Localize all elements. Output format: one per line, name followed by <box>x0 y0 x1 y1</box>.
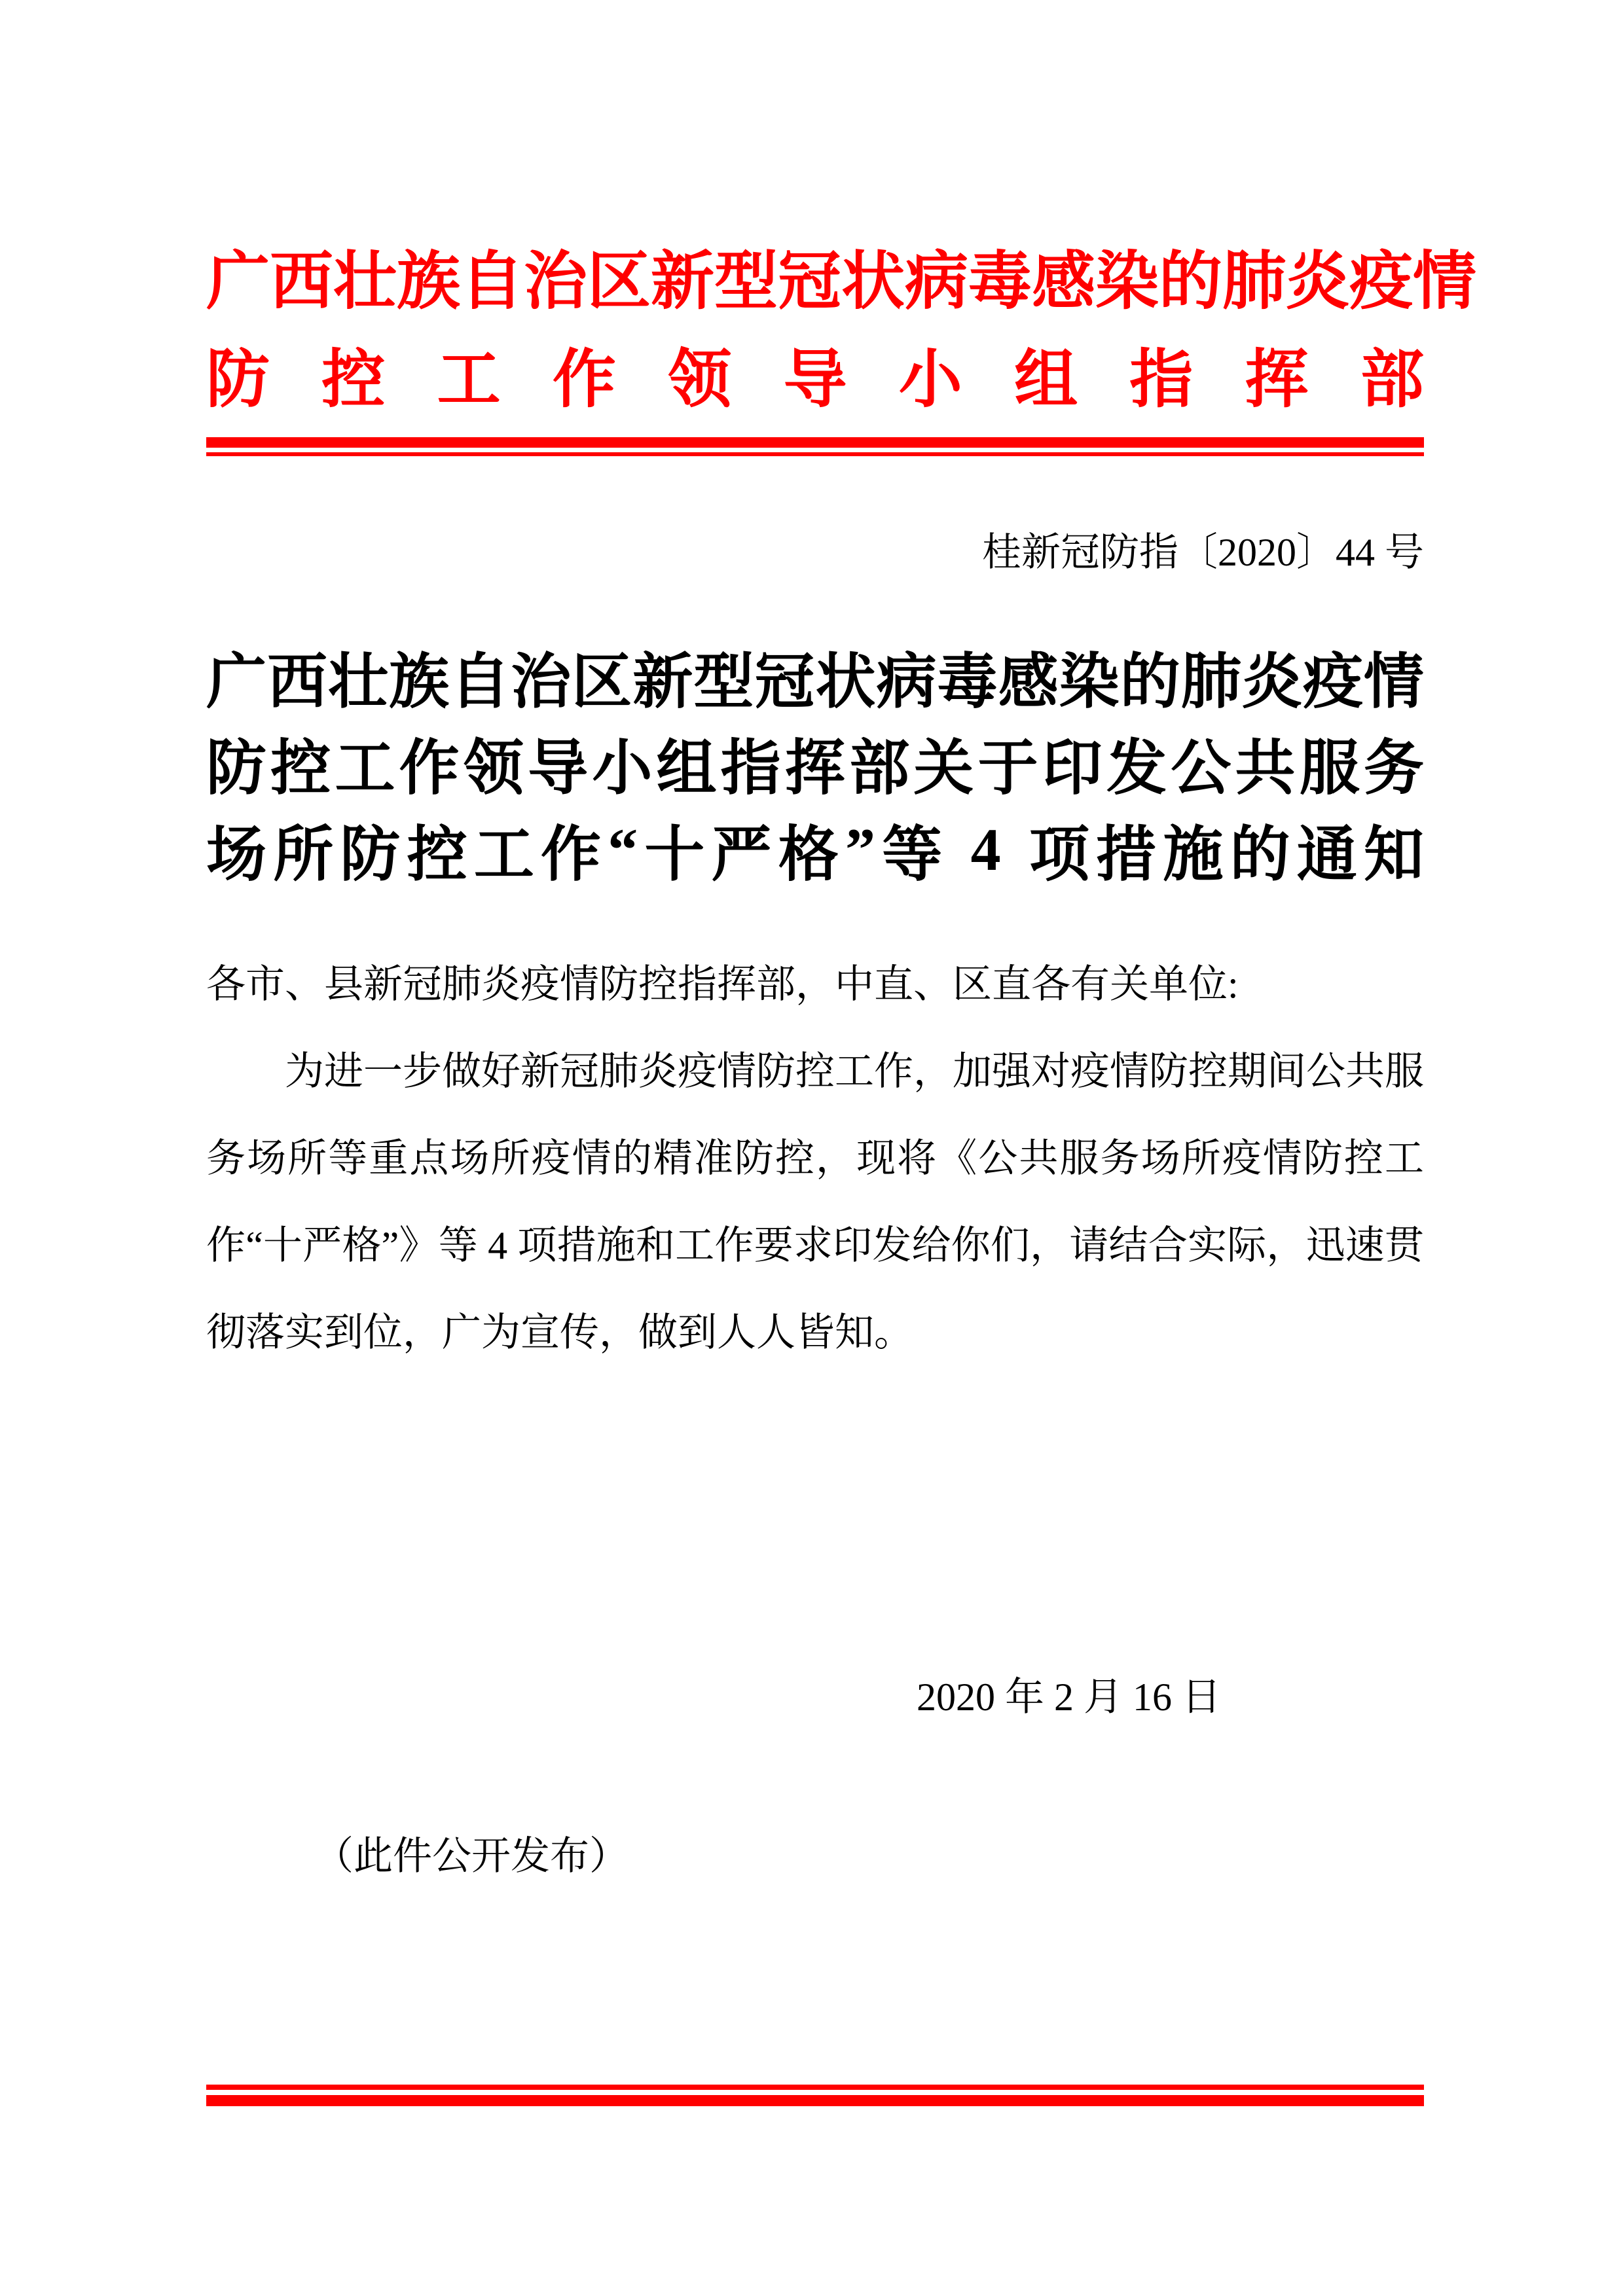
salutation-line: 各市、县新冠肺炎疫情防控指挥部，中直、区直各有关单位: <box>206 963 1239 1006</box>
public-release-note: （此件公开发布） <box>314 1835 629 1878</box>
letterhead-org-line-1: 广 西 壮 族 自 治 区 新 型 冠 状 病 毒 感 染 的 肺 炎 疫 情 <box>206 247 1476 317</box>
footer-rule-thick <box>206 2095 1424 2106</box>
header-rule-thin <box>206 452 1424 456</box>
doc-number: 桂新冠防指〔2020〕44 号 <box>982 531 1424 574</box>
footer-rule-thin <box>206 2085 1424 2090</box>
doc-title-line-1: 广 西 壮 族 自 治 区 新 型 冠 状 病 毒 感 染 的 肺 炎 疫 情 <box>206 649 1424 715</box>
doc-title-line-2: 防 控 工 作 领 导 小 组 指 挥 部 关 于 印 发 公 共 服 务 <box>206 735 1424 802</box>
issue-date: 2020 年 2 月 16 日 <box>917 1676 1221 1719</box>
doc-title-line-3: 场 所 防 控 工 作 “ 十 严 格 ” 等 4 项 措 施 的 通 知 <box>206 816 1424 888</box>
letterhead-org-line-2: 防 控 工 作 领 导 小 组 指 挥 部 <box>206 345 1424 415</box>
header-rule-thick <box>206 437 1424 448</box>
body-paragraph: 为进一步做好新冠肺炎疫情防控工作，加强对疫情防控期间公共服务场所等重点场所疫情的精准防控，现将《公共服务场所疫情防控工作“十严格”》等 4 项措施和工作要求印发给你们，请结合实际，迅速贯彻落实到位，广为宣传，做到人人皆知。 <box>206 1050 1424 1354</box>
body-text <box>206 941 1424 1376</box>
doc-title <box>206 634 1424 893</box>
